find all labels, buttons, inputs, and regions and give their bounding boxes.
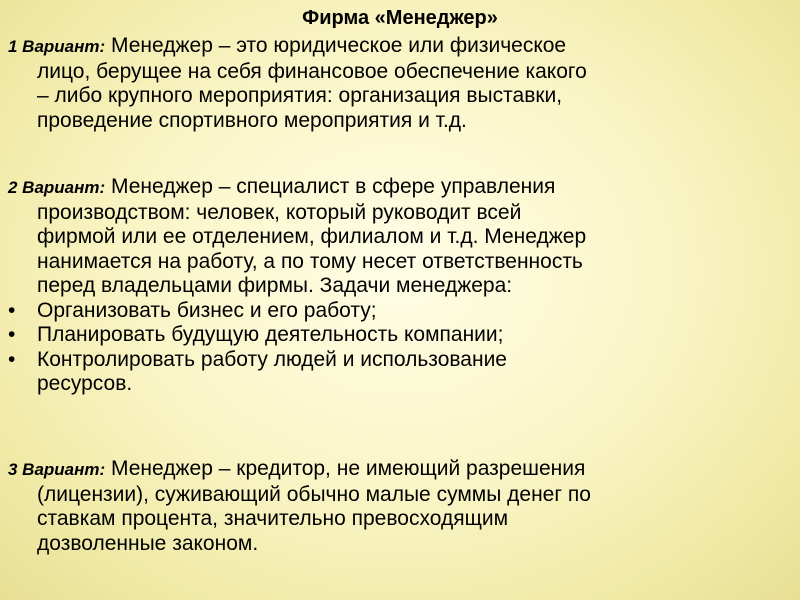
variant-1-line: лицо, берущее на себя финансовое обеспечение какого xyxy=(37,59,587,83)
bullet-icon: • xyxy=(8,347,16,371)
task-list-item xyxy=(8,348,768,397)
variant-3-line: дозволенные законом. xyxy=(37,531,259,555)
variant-3-line: (лицензии), суживающий обычно малые суммы денег по xyxy=(37,482,591,506)
task-text: Организовать бизнес и его работу; xyxy=(37,298,377,322)
variant-1-line: – либо крупного мероприятия: организация выставки, xyxy=(37,84,563,107)
variant-3-text: Менеджер – кредитор, не имеющий разрешения xyxy=(105,457,586,480)
variant-2 xyxy=(8,175,768,397)
bullet-icon: • xyxy=(8,323,16,346)
slide-title: Фирма «Менеджер» xyxy=(302,7,498,29)
variant-2-line: нанимается на работу, а по тому несет ответственность xyxy=(37,249,583,273)
variant-2-line: перед владельцами фирмы. Задачи менеджера: xyxy=(37,274,513,297)
variant-2-first-line xyxy=(8,175,768,201)
variant-3-first-line xyxy=(8,457,768,483)
task-text: Планировать будущую деятельность компании; xyxy=(37,323,504,346)
variant-2-line: фирмой или ее отделением, филиалом и т.д. Менеджер xyxy=(37,225,587,248)
variant-3 xyxy=(8,457,768,556)
task-list xyxy=(8,299,768,397)
variant-3-line: ставкам процента, значительно превосходящим xyxy=(37,507,509,530)
variant-2-text: Менеджер – специалист в сфере управления xyxy=(105,175,556,198)
variant-1-line: проведение спортивного мероприятия и т.д. xyxy=(37,108,467,132)
task-list-item xyxy=(8,323,768,348)
variant-1 xyxy=(8,34,768,133)
variant-2-lead: 2 Вариант: xyxy=(8,178,106,197)
variant-1-lead: 1 Вариант: xyxy=(8,37,106,56)
variant-2-line: производством: человек, который руководит всей xyxy=(37,200,522,224)
variant-1-text: Менеджер – это юридическое или физическое xyxy=(105,34,567,57)
variant-1-first-line xyxy=(8,34,768,60)
task-text: ресурсов. xyxy=(37,372,133,395)
task-list-item xyxy=(8,299,768,324)
variant-3-lead: 3 Вариант: xyxy=(8,460,106,479)
bullet-icon: • xyxy=(8,298,16,322)
task-text: Контролировать работу людей и использование xyxy=(37,347,507,371)
